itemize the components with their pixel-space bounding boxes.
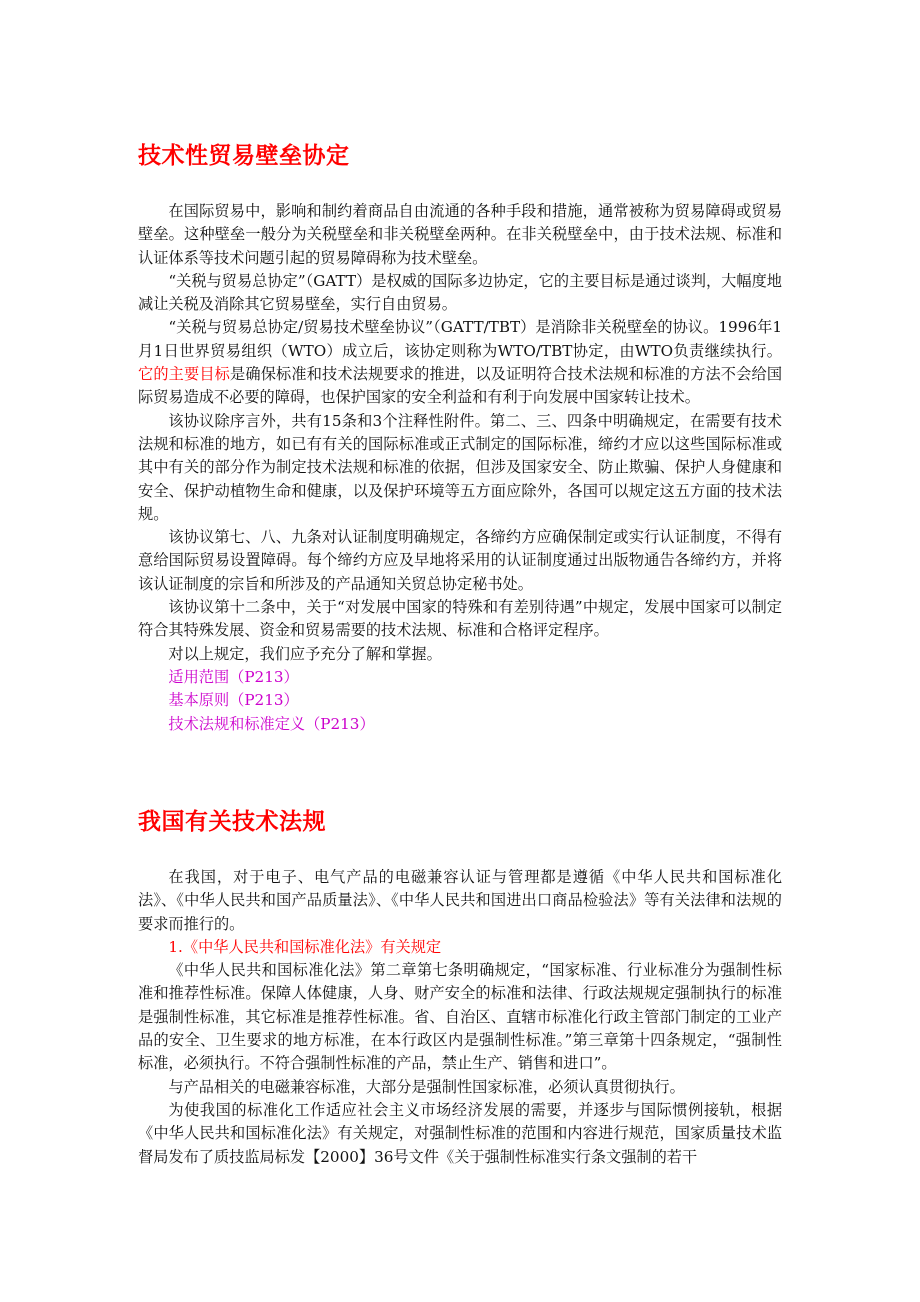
paragraph: “关税与贸易总协定”（GATT）是权威的国际多边协定，它的主要目标是通过谈判，大幅度地减让关税及消除其它贸易壁垒，实行自由贸易。 xyxy=(138,271,782,314)
paragraph: 与产品相关的电磁兼容标准，大部分是强制性国家标准，必须认真贯彻执行。 xyxy=(168,1077,685,1096)
text-run: “关税与贸易总协定/贸易技术壁垒协议”（GATT/TBT）是消除非关税壁垒的协议。1996年1月1日世界贸易组织（WTO）成立后，该协定则称为WTO/TBT协定，由WTO负责继续执行。 xyxy=(138,318,782,360)
paragraph: 该协议除序言外，共有15条和3个注释性附件。第二、三、四条中明确规定，在需要有技术法规和标准的地方，如已有有关的国际标准或正式制定的国际标准，缔约才应以这些国际标准或其中有关的部分作为制定技术法规和标准的依据，但涉及国家安全、防止欺骗、保护人身健康和安全、保护动植物生命和健康，以及保护环境等五方面应除外，各国可以规定这五方面的技术法规。 xyxy=(138,411,782,523)
section-body-tbt xyxy=(138,200,782,736)
section-title-tbt: 技术性贸易壁垒协定 xyxy=(138,143,350,169)
paragraph xyxy=(138,316,782,409)
section-title-china-regulations: 我国有关技术法规 xyxy=(138,809,326,835)
text-run: 是确保标准和技术法规要求的推进，以及证明符合技术法规和标准的方法不会给国际贸易造成不必要的障碍，也保护国家的安全利益和有利于向发展中国家转让技术。 xyxy=(138,365,783,407)
link-principles[interactable]: 基本原则（P213） xyxy=(168,691,299,710)
section-body-china-regulations xyxy=(138,866,782,1169)
subheading: 1.《中华人民共和国标准化法》有关规定 xyxy=(168,937,442,956)
link-scope[interactable]: 适用范围（P213） xyxy=(168,667,299,686)
paragraph: 在国际贸易中，影响和制约着商品自由流通的各种手段和措施，通常被称为贸易障碍或贸易壁垒。这种壁垒一般分为关税壁垒和非关税壁垒两种。在非关税壁垒中，由于技术法规、标准和认证体系等技术问题引起的贸易障碍称为技术壁垒。 xyxy=(138,202,782,267)
highlighted-text: 它的主要目标 xyxy=(138,365,231,384)
paragraph: 该协议第十二条中，关于“对发展中国家的特殊和有差别待遇”中规定，发展中国家可以制定符合其特殊发展、资金和贸易需要的技术法规、标准和合格评定程序。 xyxy=(138,598,782,640)
paragraph: 在我国，对于电子、电气产品的电磁兼容认证与管理都是遵循《中华人民共和国标准化法》、《中华人民共和国产品质量法》、《中华人民共和国进出口商品检验法》等有关法律和法规的要求而推行的。 xyxy=(138,868,782,933)
paragraph: 《中华人民共和国标准化法》第二章第七条明确规定，“国家标准、行业标准分为强制性标准和推荐性标准。保障人体健康，人身、财产安全的标准和法律、行政法规规定强制执行的标准是强制性标准，其它标准是推荐性标准。省、自治区、直辖市标准化行政主管部门制定的工业产品的安全、卫生要求的地方标准，在本行政区内是强制性标准。”第三章第十四条规定，“强制性标准，必须执行。不符合强制性标准的产品，禁止生产、销售和进口”。 xyxy=(138,961,782,1073)
link-definitions[interactable]: 技术法规和标准定义（P213） xyxy=(168,714,375,733)
paragraph: 对以上规定，我们应予充分了解和掌握。 xyxy=(168,644,442,663)
paragraph: 为使我国的标准化工作适应社会主义市场经济发展的需要，并逐步与国际惯例接轨，根据《中华人民共和国标准化法》有关规定，对强制性标准的范围和内容进行规范，国家质量技术监督局发布了质技监局标发【2000】36号文件《关于强制性标准实行条文强制的若干 xyxy=(138,1100,782,1166)
paragraph: 该协议第七、八、九条对认证制度明确规定，各缔约方应确保制定或实行认证制度，不得有意给国际贸易设置障碍。每个缔约方应及早地将采用的认证制度通过出版物通告各缔约方，并将该认证制度的宗旨和所涉及的产品通知关贸总协定秘书处。 xyxy=(138,528,782,593)
